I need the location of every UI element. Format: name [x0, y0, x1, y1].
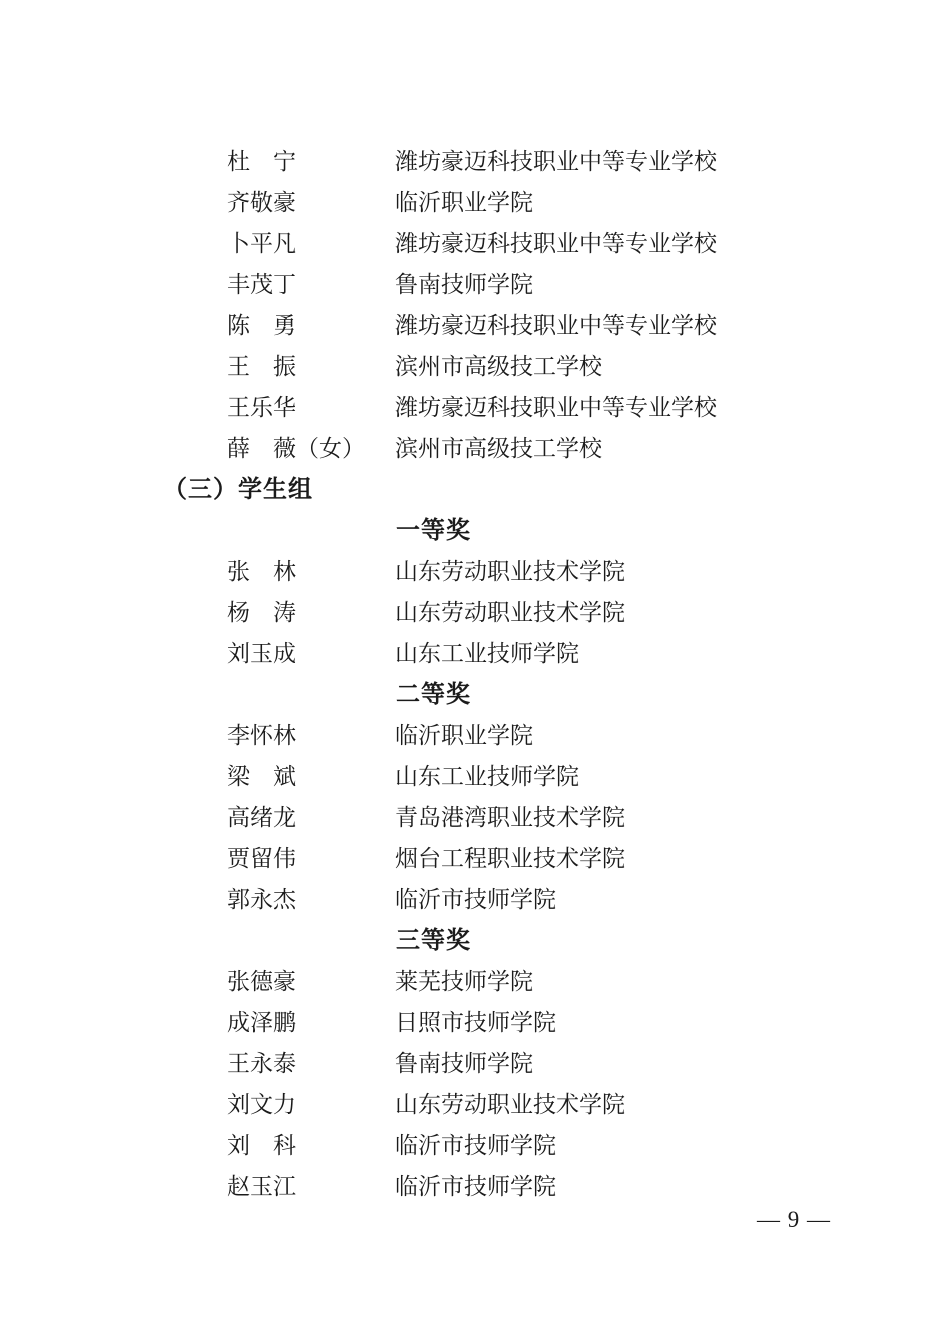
list-item [0, 1166, 949, 1207]
awardee-name: 高绪龙 [227, 805, 296, 830]
awardee-name: 成泽鹏 [227, 1010, 296, 1035]
awardee-school: 滨州市高级技工学校 [395, 354, 602, 379]
awardee-school: 鲁南技师学院 [395, 272, 533, 297]
list-item [0, 182, 949, 223]
awardee-name: 郭永杰 [227, 887, 296, 912]
list-item [0, 141, 949, 182]
list-item [0, 715, 949, 756]
awardee-name: 薛 薇（女） [227, 436, 365, 461]
awardee-school: 烟台工程职业技术学院 [395, 846, 625, 871]
list-item [0, 346, 949, 387]
awardee-school: 临沂市技师学院 [395, 887, 556, 912]
awardee-school: 山东工业技师学院 [395, 641, 579, 666]
awardee-school: 青岛港湾职业技术学院 [395, 805, 625, 830]
awardee-school: 莱芜技师学院 [395, 969, 533, 994]
awardee-school: 临沂职业学院 [395, 723, 533, 748]
awardee-school: 山东劳动职业技术学院 [395, 559, 625, 584]
list-item [0, 592, 949, 633]
awardee-name: 丰茂丁 [227, 272, 296, 297]
list-item [0, 264, 949, 305]
awardee-school: 潍坊豪迈科技职业中等专业学校 [395, 231, 717, 256]
awardee-school: 潍坊豪迈科技职业中等专业学校 [395, 313, 717, 338]
awardee-name: 王 振 [227, 354, 296, 379]
list-item [0, 756, 949, 797]
list-item [0, 1043, 949, 1084]
list-item [0, 1084, 949, 1125]
list-item [0, 633, 949, 674]
list-item [0, 961, 949, 1002]
list-item [0, 551, 949, 592]
awardee-name: 张 林 [227, 559, 296, 584]
awardee-school: 临沂职业学院 [395, 190, 533, 215]
awardee-name: 李怀林 [227, 723, 296, 748]
awardee-name: 卜平凡 [227, 231, 296, 256]
awardee-school: 潍坊豪迈科技职业中等专业学校 [395, 395, 717, 420]
awardee-name: 刘文力 [227, 1092, 296, 1117]
awardee-name: 刘玉成 [227, 641, 296, 666]
awardee-school: 山东工业技师学院 [395, 764, 579, 789]
awardee-school: 山东劳动职业技术学院 [395, 1092, 625, 1117]
awardee-school: 鲁南技师学院 [395, 1051, 533, 1076]
awardee-name: 杨 涛 [227, 600, 296, 625]
awardee-school: 临沂市技师学院 [395, 1133, 556, 1158]
award-list [0, 141, 949, 1207]
awardee-name: 齐敬豪 [227, 190, 296, 215]
awardee-school: 滨州市高级技工学校 [395, 436, 602, 461]
list-item [0, 223, 949, 264]
awardee-name: 王永泰 [227, 1051, 296, 1076]
awardee-name: 杜 宁 [227, 149, 296, 174]
awardee-school: 临沂市技师学院 [395, 1174, 556, 1199]
section-heading: （三）学生组 [163, 476, 313, 503]
awardee-school: 潍坊豪迈科技职业中等专业学校 [395, 149, 717, 174]
awardee-name: 张德豪 [227, 969, 296, 994]
list-item [0, 797, 949, 838]
award-tier-heading: 二等奖 [396, 681, 471, 708]
list-item [0, 1002, 949, 1043]
award-tier-heading: 一等奖 [396, 517, 471, 544]
awardee-name: 刘 科 [227, 1133, 296, 1158]
list-item [0, 305, 949, 346]
awardee-name: 贾留伟 [227, 846, 296, 871]
list-item [0, 838, 949, 879]
awardee-name: 梁 斌 [227, 764, 296, 789]
page-number: — 9 — [757, 1207, 831, 1232]
awardee-school: 日照市技师学院 [395, 1010, 556, 1035]
awardee-school: 山东劳动职业技术学院 [395, 600, 625, 625]
list-item [0, 1125, 949, 1166]
award-tier-heading: 三等奖 [396, 927, 471, 954]
awardee-name: 赵玉江 [227, 1174, 296, 1199]
awardee-name: 王乐华 [227, 395, 296, 420]
awardee-name: 陈 勇 [227, 313, 296, 338]
list-item [0, 879, 949, 920]
list-item [0, 428, 949, 469]
list-item [0, 387, 949, 428]
